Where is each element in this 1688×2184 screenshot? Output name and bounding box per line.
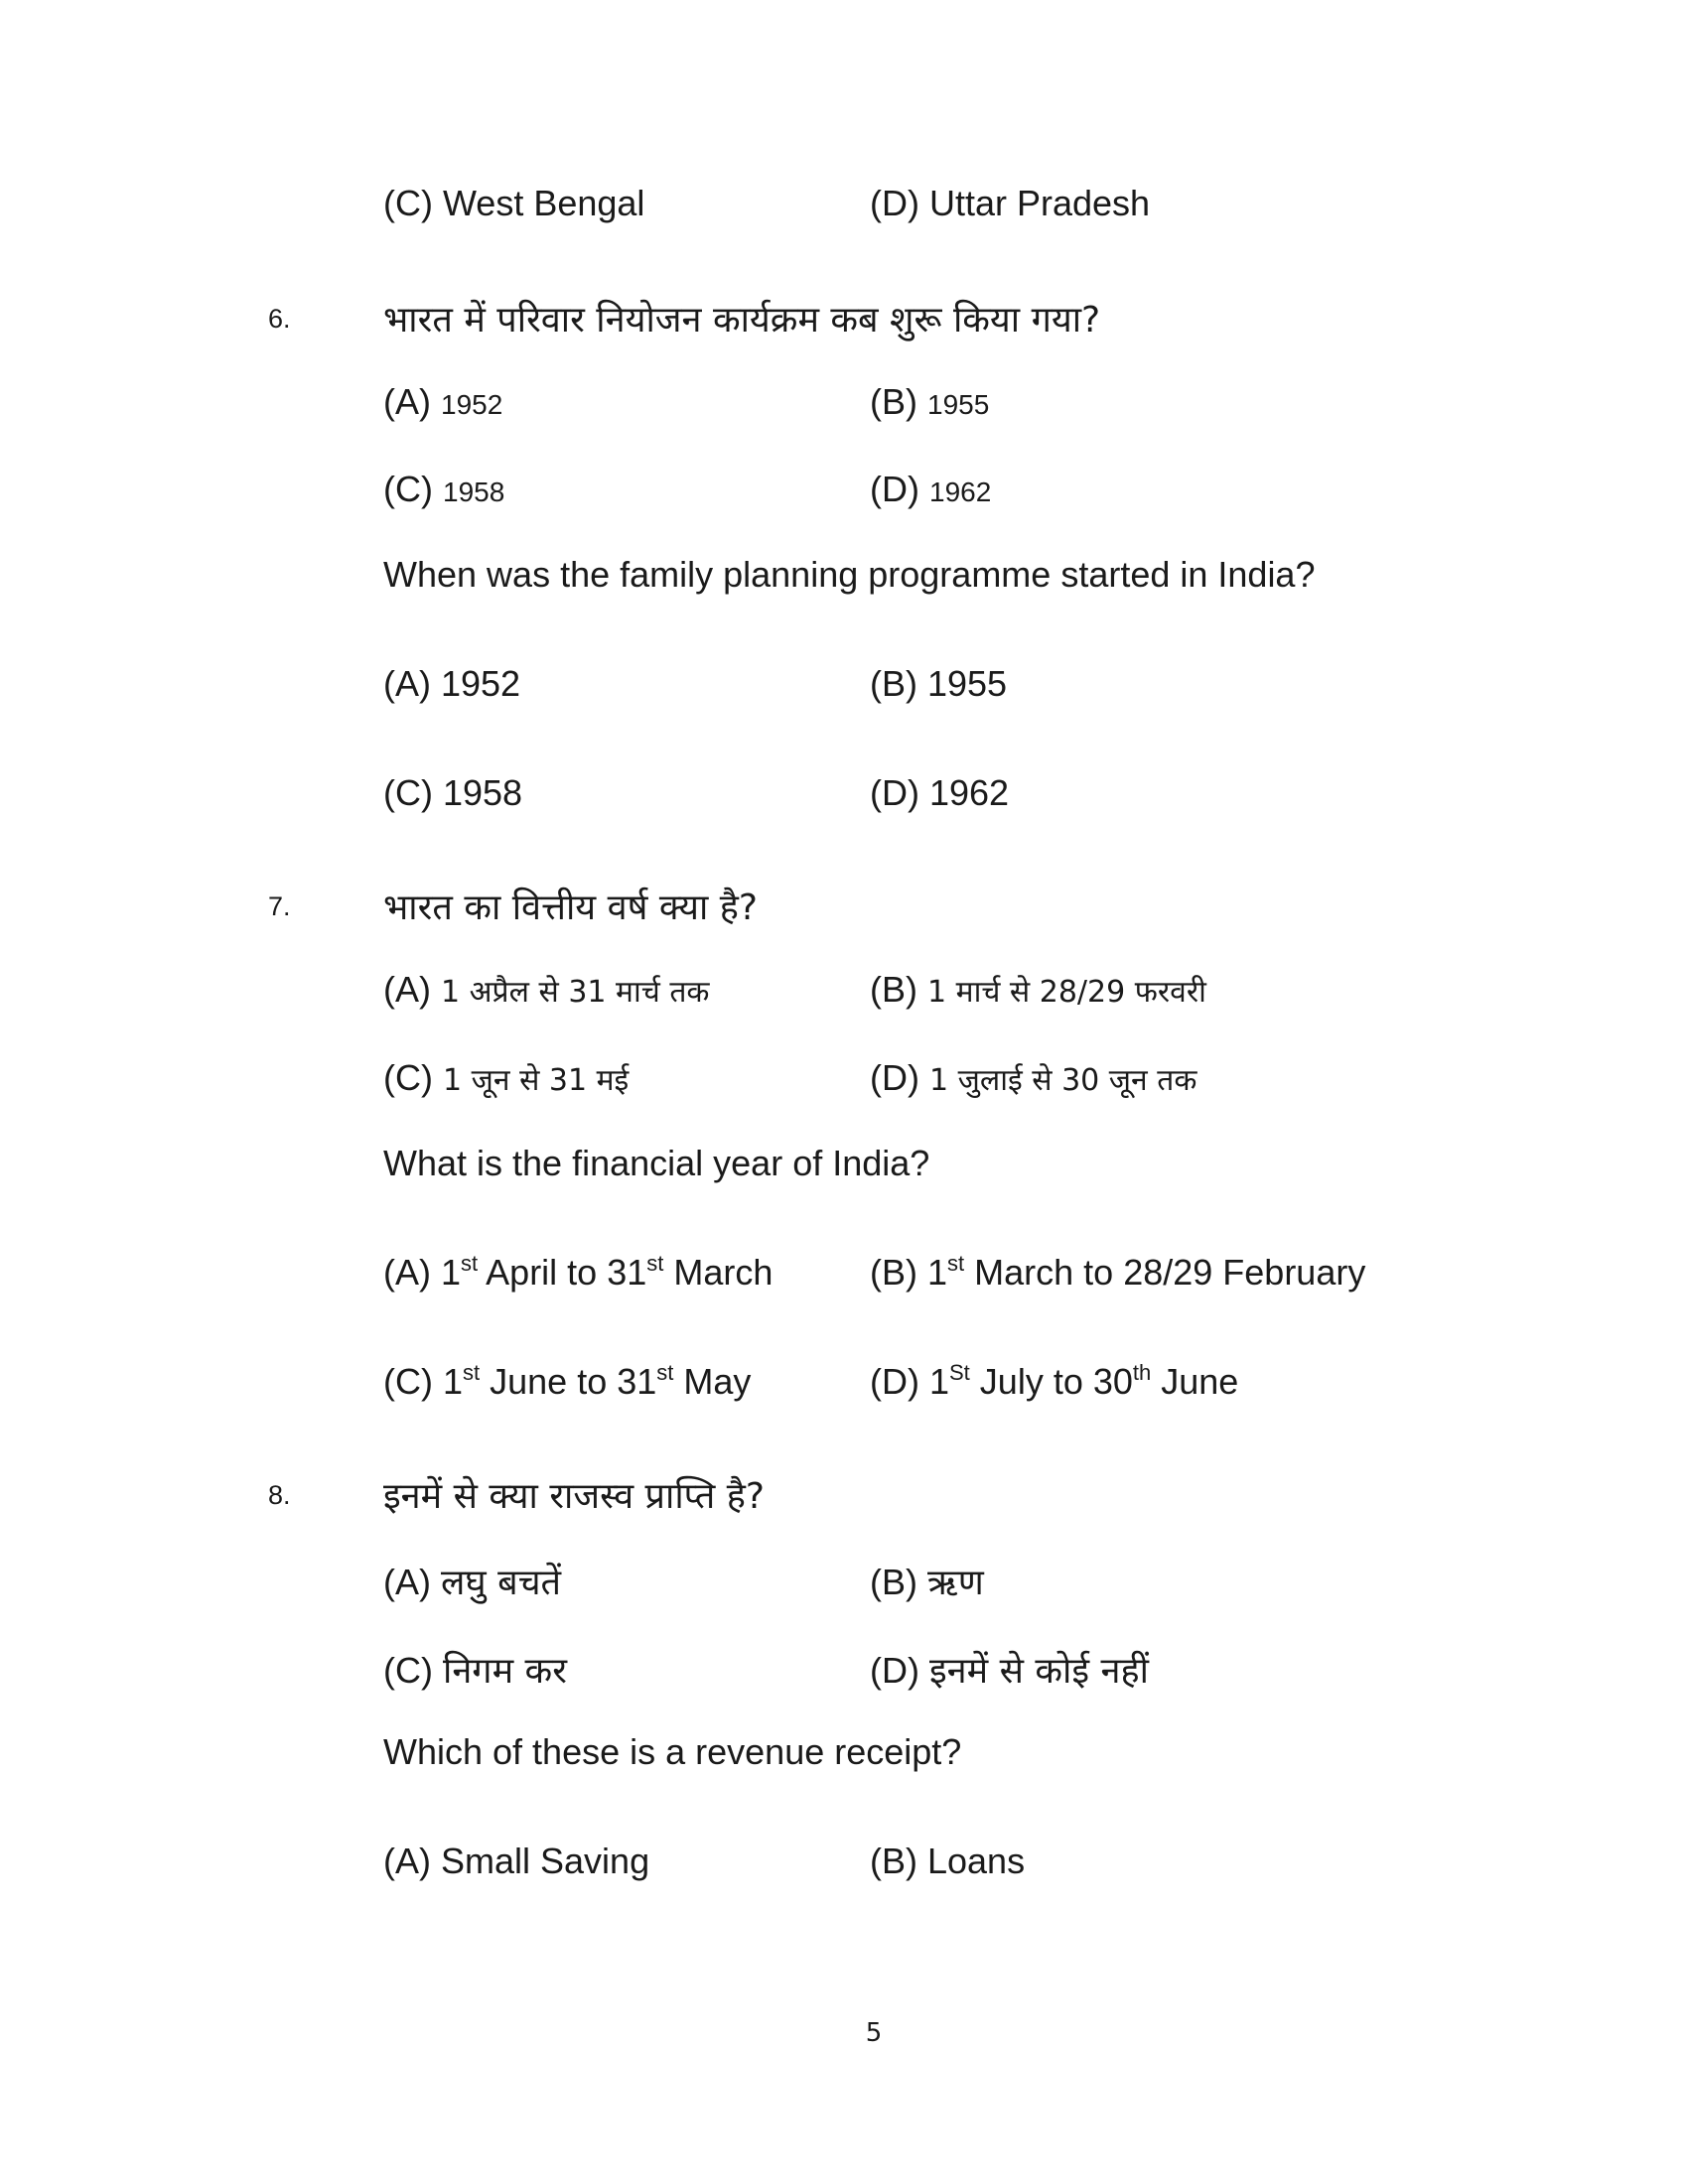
text-part: July to 30 — [969, 1361, 1133, 1402]
q7-hindi-option-c — [383, 1057, 629, 1099]
ordinal-suffix: St — [949, 1360, 970, 1385]
question-number-7: 7. — [268, 891, 291, 921]
text-part: (D) 1 — [870, 1361, 949, 1402]
option-value: 1 जून से 31 मई — [443, 1063, 630, 1098]
ordinal-suffix: st — [461, 1251, 479, 1276]
q6-english-question: When was the family planning programme started in India? — [383, 554, 1316, 595]
q8-hindi-option-d — [870, 1645, 1149, 1694]
q7-english-question: What is the financial year of India? — [383, 1143, 930, 1183]
q5-option-c: (C) West Bengal — [383, 183, 645, 223]
q6-english-option-a: (A) 1952 — [383, 663, 521, 704]
option-value: ऋण — [927, 1563, 984, 1603]
text-part: June to 31 — [480, 1361, 657, 1402]
option-label: (A) — [383, 969, 431, 1010]
q6-hindi-question: भारत में परिवार नियोजन कार्यक्रम कब शुरू किया गया? — [383, 300, 1101, 341]
q7-english-option-b — [870, 1252, 1365, 1294]
q8-hindi-option-b — [870, 1557, 984, 1605]
option-value: 1952 — [441, 389, 503, 420]
option-label: (C) — [383, 1057, 433, 1098]
q6-hindi-option-d — [870, 469, 991, 510]
ordinal-suffix: st — [947, 1251, 965, 1276]
option-value: 1962 — [929, 477, 992, 507]
q6-hindi-option-b — [870, 381, 989, 423]
option-label: (C) — [383, 1650, 433, 1691]
q5-option-d: (D) Uttar Pradesh — [870, 183, 1151, 223]
ordinal-suffix: st — [463, 1360, 481, 1385]
q6-english-option-b: (B) 1955 — [870, 663, 1008, 704]
text-part: June — [1151, 1361, 1239, 1402]
option-label: (C) — [383, 469, 433, 509]
text-part: April to 31 — [478, 1252, 647, 1293]
ordinal-suffix: th — [1132, 1360, 1152, 1385]
option-value: 1 अप्रैल से 31 मार्च तक — [441, 975, 710, 1010]
option-label: (D) — [870, 1057, 919, 1098]
q6-english-option-c: (C) 1958 — [383, 772, 523, 813]
text-part: (C) 1 — [383, 1361, 463, 1402]
option-value: 1 मार्च से 28/29 फरवरी — [927, 975, 1206, 1010]
text-part: March to 28/29 February — [964, 1252, 1366, 1293]
option-label: (A) — [383, 381, 431, 422]
option-label: (B) — [870, 1562, 917, 1602]
text-part: May — [673, 1361, 752, 1402]
q8-english-option-a: (A) Small Saving — [383, 1841, 650, 1881]
option-value: निगम कर — [443, 1651, 567, 1692]
q7-english-option-d — [870, 1361, 1238, 1403]
q8-hindi-question: इनमें से क्या राजस्व प्राप्ति है? — [383, 1476, 765, 1517]
ordinal-suffix: st — [646, 1251, 664, 1276]
q7-hindi-option-b — [870, 969, 1206, 1011]
q6-hindi-option-c — [383, 469, 504, 510]
option-value: 1955 — [927, 389, 990, 420]
q7-english-option-a — [383, 1252, 773, 1294]
text-part: March — [663, 1252, 774, 1293]
q6-hindi-option-a — [383, 381, 502, 423]
q6-english-option-d: (D) 1962 — [870, 772, 1010, 813]
q8-english-option-b: (B) Loans — [870, 1841, 1026, 1881]
q7-english-option-c — [383, 1361, 751, 1403]
q7-hindi-option-a — [383, 969, 709, 1011]
option-label: (D) — [870, 1650, 919, 1691]
text-part: (B) 1 — [870, 1252, 948, 1293]
q7-hindi-option-d — [870, 1057, 1196, 1099]
option-value: 1 जुलाई से 30 जून तक — [929, 1063, 1197, 1098]
q8-hindi-option-a — [383, 1557, 561, 1605]
option-value: इनमें से कोई नहीं — [929, 1651, 1149, 1692]
question-number-8: 8. — [268, 1480, 291, 1510]
q7-hindi-question: भारत का वित्तीय वर्ष क्या है? — [383, 887, 758, 928]
question-number-6: 6. — [268, 304, 291, 334]
ordinal-suffix: st — [656, 1360, 674, 1385]
text-part: (A) 1 — [383, 1252, 462, 1293]
option-label: (D) — [870, 469, 919, 509]
option-value: लघु बचतें — [441, 1563, 562, 1603]
option-label: (B) — [870, 969, 917, 1010]
option-label: (B) — [870, 381, 917, 422]
q8-english-question: Which of these is a revenue receipt? — [383, 1731, 962, 1772]
q8-hindi-option-c — [383, 1645, 567, 1694]
option-value: 1958 — [443, 477, 505, 507]
page-number: 5 — [865, 2018, 883, 2048]
option-label: (A) — [383, 1562, 431, 1602]
